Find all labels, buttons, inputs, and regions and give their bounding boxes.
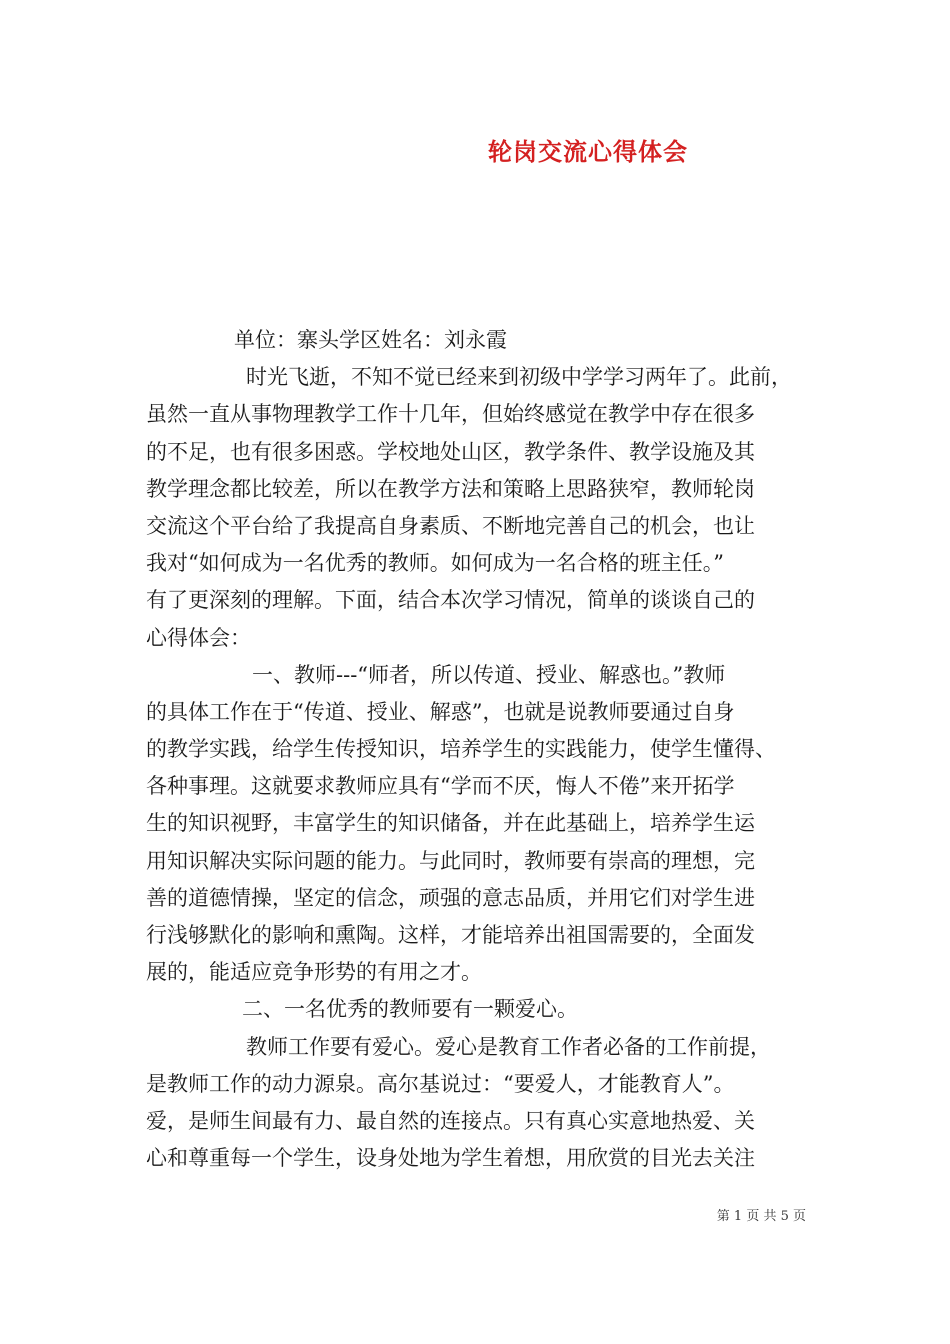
paragraph-line: 心和尊重每一个学生，设身处地为学生着想，用欣赏的目光去关注 (146, 1146, 755, 1171)
paragraph-line: 行浅够默化的影响和熏陶。这样，才能培养出祖国需要的，全面发 (146, 923, 755, 947)
paragraph-line: 的不足，也有很多困惑。学校地处山区，教学条件、教学设施及其 (146, 439, 755, 464)
paragraph-line: 各种事理。这就要求教师应具有“学而不厌，悔人不倦”来开拓学 (146, 774, 735, 799)
paragraph-line: 心得体会： (146, 625, 251, 650)
paragraph-line: 的教学实践，给学生传授知识，培养学生的实践能力，使学生懂得、 (146, 737, 776, 762)
paragraph-line: 是教师工作的动力源泉。高尔基说过：“要爱人，才能教育人”。 (146, 1071, 735, 1096)
paragraph-line: 的具体工作在于“传道、授业、解惑”，也就是说教师要通过自身 (146, 699, 735, 724)
unit-name-line: 单位：寨头学区姓名：刘永霞 (234, 328, 507, 352)
section-heading: 二、一名优秀的教师要有一颗爱心。 (242, 997, 578, 1022)
paragraph-line: 一、教师---“师者，所以传道、授业、解惑也。”教师 (252, 662, 726, 687)
paragraph-line: 善的道德情操，坚定的信念，顽强的意志品质，并用它们对学生进 (146, 885, 755, 910)
page-number-footer: 第 1 页 共 5 页 (716, 1209, 806, 1224)
paragraph-line: 生的知识视野，丰富学生的知识储备，并在此基础上，培养学生运 (146, 811, 755, 836)
document-body (146, 322, 826, 1177)
paragraph-line: 用知识解决实际问题的能力。与此同时，教师要有崇高的理想，完 (146, 848, 755, 873)
paragraph-line: 展的，能适应竞争形势的有用之才。 (146, 960, 482, 985)
paragraph-line: 教师工作要有爱心。爱心是教育工作者必备的工作前提， (246, 1034, 771, 1059)
document-title: 轮岗交流心得体会 (488, 137, 688, 166)
paragraph-line: 爱，是师生间最有力、最自然的连接点。只有真心实意地热爱、关 (146, 1108, 755, 1133)
paragraph-line: 教学理念都比较差，所以在教学方法和策略上思路狭窄，教师轮岗 (146, 476, 755, 501)
paragraph-line: 时光飞逝，不知不觉已经来到初级中学学习两年了。此前， (246, 365, 792, 390)
paragraph-line: 有了更深刻的理解。下面，结合本次学习情况，简单的谈谈自己的 (146, 588, 755, 613)
paragraph-line: 交流这个平台给了我提高自身素质、不断地完善自己的机会，也让 (146, 513, 755, 538)
paragraph-line: 虽然一直从事物理教学工作十几年，但始终感觉在教学中存在很多 (146, 402, 755, 427)
paragraph-line: 我对“如何成为一名优秀的教师。如何成为一名合格的班主任。” (146, 551, 724, 576)
